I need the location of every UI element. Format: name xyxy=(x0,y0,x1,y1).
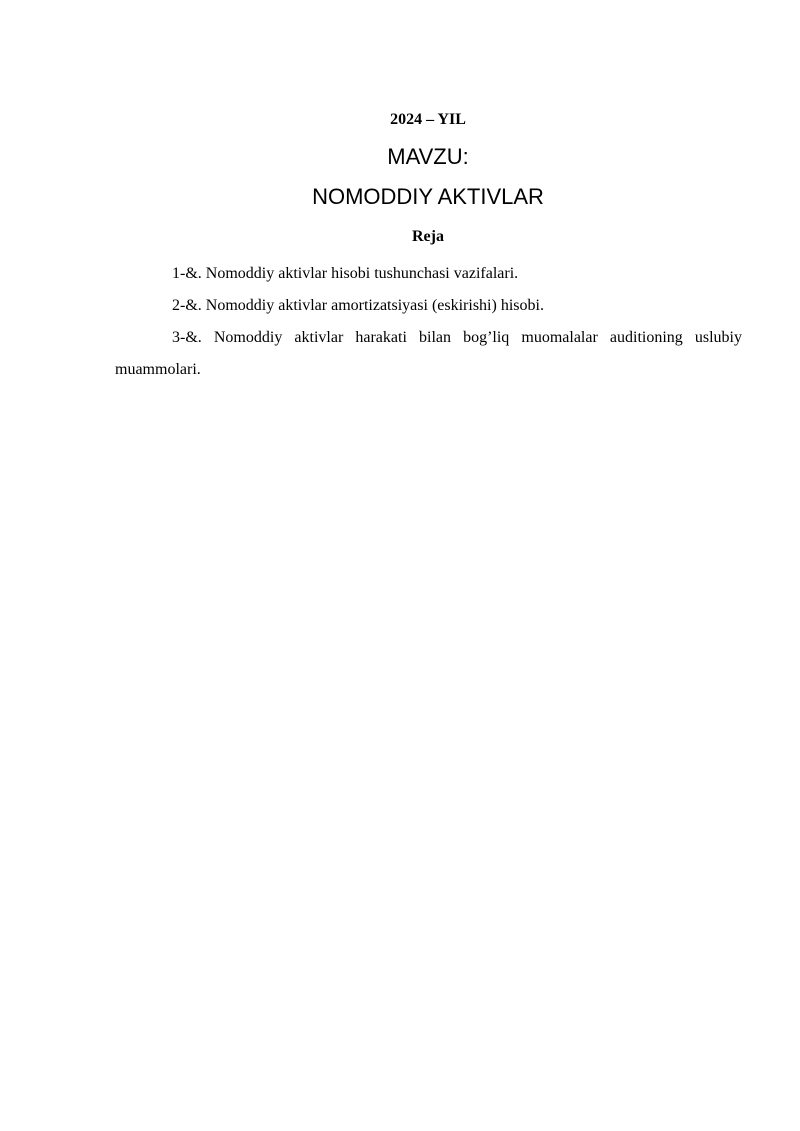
topic-label: MAVZU: xyxy=(387,144,469,169)
plan-heading: Reja xyxy=(412,228,444,245)
year-line: 2024 – YIL xyxy=(390,111,466,128)
topic-title: NOMODDIY AKTIVLAR xyxy=(312,184,544,209)
plan-item: 3-&. Nomoddiy aktivlar harakati bilan bog’liq muomalalar auditioning uslubiy muammolari. xyxy=(115,329,742,378)
plan-item: 2-&. Nomoddiy aktivlar amortizatsiyasi (eskirishi) hisobi. xyxy=(172,297,544,314)
plan-item: 1-&. Nomoddiy aktivlar hisobi tushunchasi vazifalari. xyxy=(172,265,519,282)
plan-list xyxy=(115,258,742,386)
